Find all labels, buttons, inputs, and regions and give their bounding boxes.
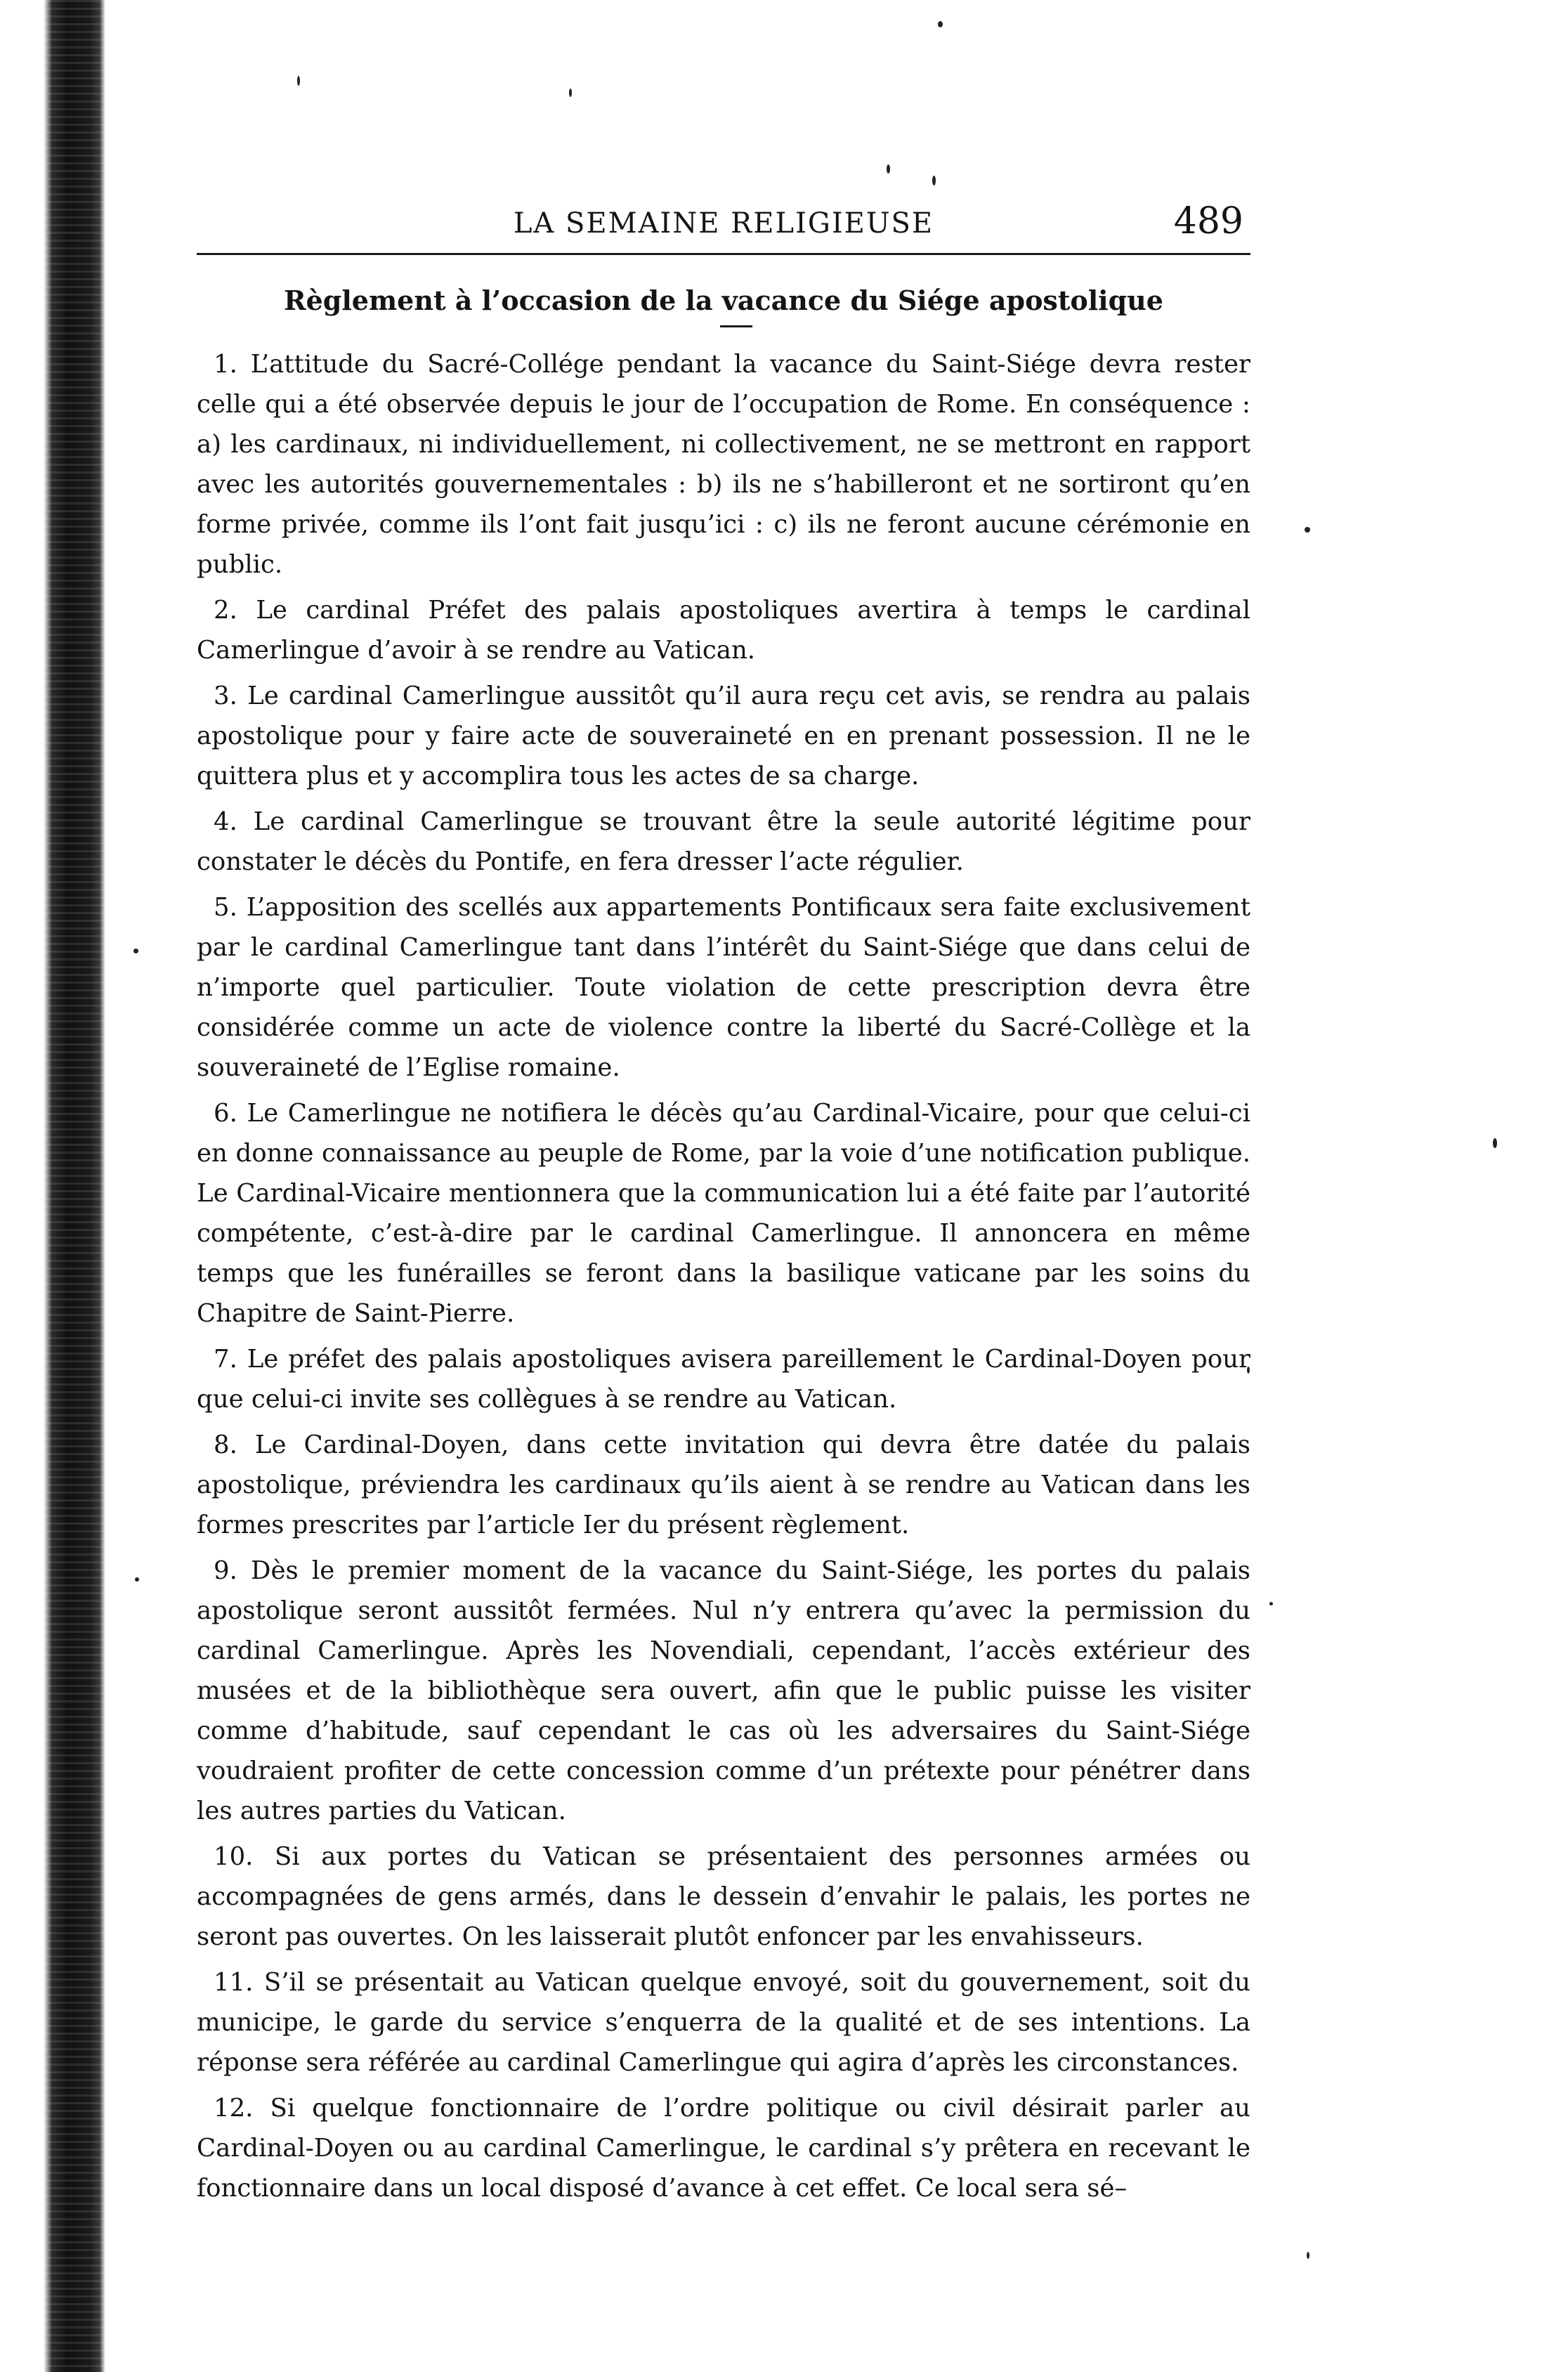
article-paragraph-3: 3. Le cardinal Camerlingue aussitôt qu’il aura reçu cet avis, se rendra au palais apostolique pour y faire acte de souveraineté en en prenant possession. Il ne le quittera plus et y accomplira tous les actes de sa charge.: [197, 682, 1250, 790]
article-paragraph-2: 2. Le cardinal Préfet des palais apostoliques avertira à temps le cardinal Camerlingue d’avoir à se rendre au Vatican.: [197, 596, 1250, 665]
ink-speck: [135, 1577, 139, 1582]
ink-speck: [297, 76, 300, 86]
ink-speck: [569, 89, 572, 97]
page-number: 489: [1173, 200, 1243, 242]
ink-speck: [133, 949, 138, 953]
article-paragraph-10: 10. Si aux portes du Vatican se présentaient des personnes armées ou accompagnées de gens armés, dans le dessein d’envahir le palais, les portes ne seront pas ouvertes. On les laisserait plutôt enfoncer par les envahisseurs.: [197, 1842, 1250, 1951]
ink-speck: [887, 164, 890, 174]
page-binding-edge: [0, 0, 105, 2372]
article-paragraph-12: 12. Si quelque fonctionnaire de l’ordre politique ou civil désirait parler au Cardinal-Doyen ou au cardinal Camerlingue, le cardinal s’y prêtera en recevant le fonctionnaire dans un local disposé d’avance à cet effet. Ce local sera sé–: [197, 2094, 1250, 2203]
section-title: Règlement à l’occasion de la vacance du Siége apostolique: [284, 285, 1163, 316]
running-title: LA SEMAINE RELIGIEUSE: [513, 207, 934, 240]
ink-speck: [1493, 1138, 1497, 1148]
ink-speck: [938, 21, 943, 27]
title-dash: [720, 325, 752, 327]
page-header: [197, 200, 1250, 256]
article-paragraph-7: 7. Le préfet des palais apostoliques avisera pareillement le Cardinal-Doyen pour que celui-ci invite ses collègues à se rendre au Vatican.: [197, 1345, 1250, 1414]
article-paragraph-8: 8. Le Cardinal-Doyen, dans cette invitation qui devra être datée du palais apostolique, préviendra les cardinaux qu’ils aient à se rendre au Vatican dans les formes prescrites par l’article Ier du présent règlement.: [197, 1431, 1250, 1539]
ink-speck: [1305, 527, 1310, 533]
article-paragraph-5: 5. L’apposition des scellés aux appartements Pontificaux sera faite exclusivement par le cardinal Camerlingue tant dans l’intérêt du Saint-Siége que dans celui de n’importe quel particulier. Toute violation de cette prescription devra être considérée comme un acte de violence contre la liberté du Sacré-Collège et la souveraineté de l’Eglise romaine.: [197, 893, 1250, 1082]
article-paragraph-4: 4. Le cardinal Camerlingue se trouvant être la seule autorité légitime pour constater le décès du Pontife, en fera dresser l’acte régulier.: [197, 807, 1250, 876]
ink-speck: [932, 176, 936, 185]
article-paragraph-9: 9. Dès le premier moment de la vacance du Saint-Siége, les portes du palais apostolique seront aussitôt fermées. Nul n’y entrera qu’avec la permission du cardinal Camerlingue. Après les Novendiali, cependant, l’accès extérieur des musées et de la bibliothèque sera ouvert, afin que le public puisse les visiter comme d’habitude, sauf cependant le cas où les adversaires du Saint-Siége voudraient profiter de cette concession comme d’un prétexte pour pénétrer dans les autres parties du Vatican.: [197, 1556, 1250, 1825]
ink-speck: [1269, 1602, 1273, 1605]
article-paragraph-11: 11. S’il se présentait au Vatican quelque envoyé, soit du gouvernement, soit du municipe, le garde du service s’enquerra de la qualité et de ses intentions. La réponse sera référée au cardinal Camerlingue qui agira d’après les circonstances.: [197, 1968, 1250, 2077]
header-rule: [197, 253, 1250, 255]
ink-speck: [1307, 2252, 1309, 2259]
article-body: [197, 344, 1250, 2208]
article-paragraph-6: 6. Le Camerlingue ne notifiera le décès qu’au Cardinal-Vicaire, pour que celui-ci en donne connaissance au peuple de Rome, par la voie d’une notification publique. Le Cardinal-Vicaire mentionnera que la communication lui a été faite par l’autorité compétente, c’est-à-dire par le cardinal Camerlingue. Il annoncera en même temps que les funérailles se feront dans la basilique vaticane par les soins du Chapitre de Saint-Pierre.: [197, 1099, 1250, 1328]
article-paragraph-1: 1. L’attitude du Sacré-Collége pendant la vacance du Saint-Siége devra rester celle qui a été observée depuis le jour de l’occupation de Rome. En conséquence : a) les cardinaux, ni individuellement, ni collectivement, ne se mettront en rapport avec les autorités gouvernementales : b) ils ne s’habilleront et ne sortiront qu’en forme privée, comme ils l’ont fait jusqu’ici : c) ils ne feront aucune cérémonie en public.: [197, 350, 1250, 579]
